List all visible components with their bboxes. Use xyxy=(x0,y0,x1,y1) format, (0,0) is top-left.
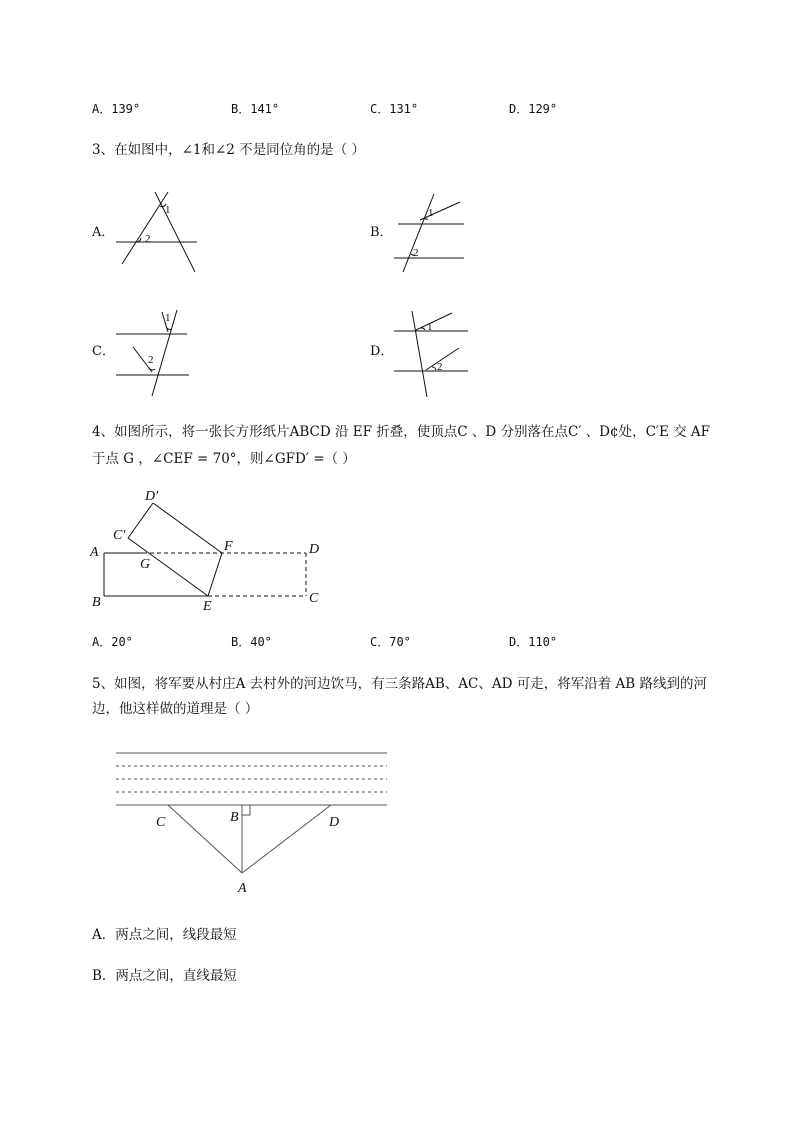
q3-d-angle2-label: 2 xyxy=(437,361,443,373)
q4-stem-line1: 4、如图所示，将一张长方形纸片ABCD 沿 EF 折叠，使顶点C 、D 分别落在点C′ 、D¢处，C′E 交 AF xyxy=(92,424,711,440)
q3-b-angle2-label: 2 xyxy=(413,247,419,259)
q3-option-c-label[interactable]: C． xyxy=(92,344,115,359)
q5-stem-line2: 边，他这样做的道理是（ ） xyxy=(92,701,259,717)
q3-d-angle1-label: 1 xyxy=(427,321,433,333)
q3-c-angle2-label: 2 xyxy=(148,354,154,366)
q3-option-d-label[interactable]: D． xyxy=(370,344,394,359)
q3-b-angle1-label: 1 xyxy=(428,207,434,219)
q3-stem: 3、在如图中，∠1和∠2 不是同位角的是（ ） xyxy=(92,142,365,158)
q2-option-c[interactable]: C．131° xyxy=(370,102,419,116)
q2-option-d[interactable]: D．129° xyxy=(509,102,558,116)
q3-c-angle1-label: 1 xyxy=(165,312,171,324)
q3-option-a-label[interactable]: A． xyxy=(92,225,115,240)
q4-point-g: G xyxy=(140,557,151,572)
q3-a-angle2-label: 2 xyxy=(145,233,151,245)
q5-point-c: C xyxy=(156,815,166,830)
q4-point-c-prime: C′ xyxy=(113,528,126,543)
q4-point-e: E xyxy=(203,599,212,614)
q5-option-b[interactable]: B．两点之间，直线最短 xyxy=(92,968,237,984)
q4-point-f: F xyxy=(224,539,233,554)
q5-point-b: B xyxy=(230,810,239,825)
q4-option-c[interactable]: C．70° xyxy=(370,635,411,649)
q4-option-a[interactable]: A．20° xyxy=(92,635,133,649)
q3-option-b-label[interactable]: B． xyxy=(370,225,393,240)
q4-option-d[interactable]: D．110° xyxy=(509,635,558,649)
q5-option-a[interactable]: A．两点之间，线段最短 xyxy=(92,927,237,943)
q4-point-d: D xyxy=(309,542,320,557)
q4-point-a: A xyxy=(90,545,99,560)
q4-stem-line2: 于点 G ，∠CEF = 70°，则∠GFD′ =（ ） xyxy=(92,451,356,467)
q3-a-angle1-label: 1 xyxy=(165,204,171,216)
q5-point-a: A xyxy=(238,881,247,896)
q2-option-a[interactable]: A．139° xyxy=(92,102,141,116)
q4-point-d-prime: D′ xyxy=(145,489,159,504)
q4-point-b: B xyxy=(92,595,101,610)
q5-point-d: D xyxy=(329,815,340,830)
q2-option-b[interactable]: B．141° xyxy=(231,102,280,116)
q4-point-c: C xyxy=(309,591,319,606)
q5-stem-line1: 5、如图，将军要从村庄A 去村外的河边饮马，有三条路AB、AC、AD 可走，将军沿着 AB 路线到的河 xyxy=(92,676,707,692)
q4-option-b[interactable]: B．40° xyxy=(231,635,272,649)
